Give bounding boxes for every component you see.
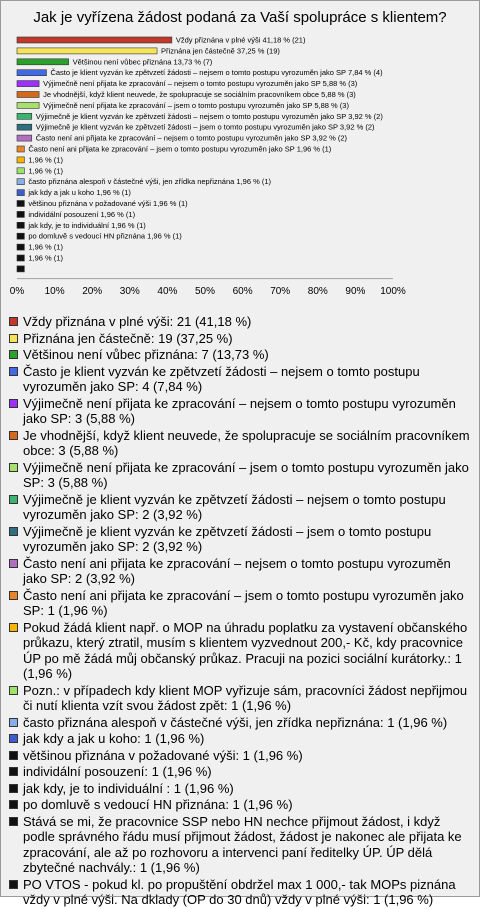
bar-label: individální posouzení 1,96 % (1): [28, 209, 136, 219]
legend-label: Většinou není vůbec přiznána: 7 (13,73 %): [23, 347, 269, 362]
legend-swatch: [9, 367, 18, 376]
bar-label: jak kdy, je to individuální 1,96 % (1): [28, 220, 146, 230]
legend-item: [7, 396, 473, 427]
bar-label: po domluvě s vedoucí HN přiznána 1,96 % (1): [28, 231, 182, 241]
legend-item: [7, 460, 473, 491]
bar: [17, 222, 24, 228]
legend-label: Stává se mi, že pracovnice SSP nebo HN nechce přijmout žádost, i když podle správného řádu musí přijmout žádost, žádost je nakonec ale přijata ke zpracování, ale až po rozhovoru a intervenci paní ředitelky ÚP. ÚP dělá zbytečné nachvály.: 1 (1,96 %): [23, 813, 462, 875]
legend-item: [7, 764, 473, 780]
bar: [17, 113, 32, 119]
legend-label: Často není ani přijata ke zpracování – nejsem o tomto postupu vyrozuměn jako SP: 2 (3,92 %): [23, 555, 451, 586]
bar-label: Výjimečně není přijata ke zpracování – jsem o tomto postupu vyrozuměn jako SP 5,88 % (3): [43, 100, 349, 110]
x-tick-label: 10%: [44, 285, 65, 297]
bar-label: 1,96 % (1): [28, 155, 63, 165]
legend-label: Pozn.: v případech kdy klient MOP vyřizuje sám, pracovníci žádost nepřijmou či nutí klienta vzít svou žádost zpět: 1 (1,96 %): [23, 682, 468, 713]
legend-swatch: [9, 591, 18, 600]
bar-label: Výjimečně je klient vyzván ke zpětvzetí žádosti – jsem o tomto postupu vyrozuměn jako SP 3,92 % (2): [35, 122, 375, 132]
legend-swatch: [9, 431, 18, 440]
bar: [17, 81, 39, 87]
bar: [17, 146, 24, 152]
bar-label: Je vhodnější, když klient neuvede, že spolupracuje se sociálním pracovníkem obce 5,88 % (3): [43, 90, 356, 99]
bar-label: často přiznána alespoň v částečné výši, jen zřídka nepřiznána 1,96 % (1): [28, 177, 272, 187]
legend-label: většinou přiznána v požadované výši: 1 (1,96 %): [23, 747, 303, 763]
bar: [17, 37, 172, 43]
x-tick-label: 0%: [9, 285, 25, 297]
legend-item: [7, 347, 473, 363]
legend-item: [7, 814, 473, 876]
legend-label: individální posouzení: 1 (1,96 %): [23, 764, 212, 779]
legend-item: [7, 364, 473, 395]
bar-label: Často je klient vyzván ke zpětvzetí žádosti – nejsem o tomto postupu vyrozuměn jako SP 7,84 % (4): [50, 68, 383, 78]
legend-label: po domluvě s vedoucí HN přiznána: 1 (1,96 %): [23, 797, 293, 812]
legend-label: PO VTOS - pokud kl. po propuštění obdržel max 1 000,- tak MOPs piznána vždy v plné výši. Na dklady (OP do 30 dnů) vždy v plné výši: 1 (1,96 %): [23, 876, 456, 907]
chart-title: Jak je vyřízena žádost podaná za Vaší spoluprácе s klientem?: [33, 9, 447, 26]
bar: [17, 70, 46, 76]
legend-label: Často není ani přijata ke zpracování – jsem o tomto postupu vyrozuměn jako SP: 1 (1,96 %): [23, 587, 464, 618]
bar: [17, 102, 39, 108]
legend-swatch: [9, 817, 18, 826]
legend-item: [7, 797, 473, 813]
legend-label: Často je klient vyzván ke zpětvzetí žádosti – nejsem o tomto postupu vyrozuměn jako SP: 4 (7,84 %): [23, 363, 420, 394]
x-tick-label: 100%: [380, 285, 406, 297]
x-tick-label: 90%: [345, 285, 366, 297]
legend-swatch: [9, 767, 18, 776]
x-tick-label: 20%: [82, 285, 103, 297]
legend-item: [7, 748, 473, 764]
legend-swatch: [9, 784, 18, 793]
legend-item: [7, 877, 473, 908]
bar-label: Většinou není vůbec přiznána 13,73 % (7): [72, 57, 213, 67]
bar: [17, 211, 24, 217]
legend-item: [7, 428, 473, 459]
legend-item: [7, 492, 473, 523]
bar: [17, 168, 24, 174]
legend-label: Výjimečně není přijata ke zpracování – jsem o tomto postupu vyrozuměn jako SP: 3 (5,88 %): [23, 459, 469, 490]
bar: [17, 255, 24, 261]
bar-label: 1,96 % (1): [28, 166, 63, 176]
bar: [17, 135, 32, 141]
bar: [17, 48, 157, 54]
bar-label: Výjimečně je klient vyzván ke zpětvzetí žádosti – nejsem o tomto postupu vyrozuměn jako SP 3,92 % (2): [35, 111, 383, 121]
bar-label: Vždy přiznána v plné výši 41,18 % (21): [175, 35, 306, 45]
bar: [17, 244, 24, 250]
legend-label: Přiznána jen částečně: 19 (37,25 %): [23, 330, 233, 346]
legend-item: [7, 588, 473, 619]
legend-item: [7, 781, 473, 797]
bar: [17, 124, 32, 130]
bar: [17, 179, 24, 185]
x-tick-label: 40%: [157, 285, 178, 297]
bar-label: jak kdy a jak u koho 1,96 % (1): [28, 188, 131, 198]
bar: [17, 190, 24, 196]
bar: [17, 59, 69, 65]
bar: [17, 266, 24, 272]
legend-swatch: [9, 527, 18, 536]
legend-swatch: [9, 463, 18, 472]
legend-label: Výjimečně není přijata ke zpracování – nejsem o tomto postupu vyrozuměn jako SP: 3 (5,88 %): [23, 395, 456, 426]
x-tick-label: 50%: [194, 285, 216, 297]
bar: [17, 201, 24, 207]
legend-label: jak kdy, je to individuální : 1 (1,96 %): [23, 780, 234, 796]
legend-swatch: [9, 880, 18, 889]
legend-label: často přiznána alespoň v částečné výši, jen zřídka nepřiznána: 1 (1,96 %): [23, 714, 448, 730]
chart-legend: [7, 314, 473, 909]
legend-item: [7, 731, 473, 747]
legend-item: [7, 314, 473, 330]
legend-swatch: [9, 686, 18, 695]
bar-chart: [1, 1, 479, 311]
legend-swatch: [9, 751, 18, 760]
bar: [17, 233, 24, 239]
bar-label: 1,96 % (1): [28, 253, 63, 263]
bar-label: Přiznána jen částečně 37,25 % (19): [161, 46, 280, 56]
x-tick-label: 60%: [232, 285, 253, 297]
legend-label: Pokud žádá klient např. o MOP na úhradu poplatku za vystavení občanského průkazu, který ztratil, musím s klientem vyzvednout 200,- Kč, kdy pracovnice ÚP po mě žádá můj občanský průkaz. Pracuji na pozici sociální kurátorky.: 1 (1,96 %): [23, 619, 468, 681]
legend-label: Vždy přiznána v plné výši: 21 (41,18 %): [23, 314, 252, 329]
legend-label: Je vhodnější, když klient neuvede, že spolupracuje se sociálním pracovníkem obce: 3 (5,88 %): [23, 427, 470, 458]
bar-label: Často není ani přijata ke zpracování – nejsem o tomto postupu vyrozuměn jako SP 3,92 % (2): [35, 133, 348, 143]
legend-swatch: [9, 559, 18, 568]
legend-swatch: [9, 495, 18, 504]
legend-swatch: [9, 317, 18, 326]
legend-label: Výjimečně je klient vyzván ke zpětvzetí žádosti – nejsem o tomto postupu vyrozuměn jako SP: 2 (3,92 %): [23, 491, 446, 522]
bar: [17, 92, 39, 98]
x-tick-label: 30%: [119, 285, 140, 297]
legend-swatch: [9, 734, 18, 743]
legend-label: Výjimečně je klient vyzván ke zpětvzetí žádosti – jsem o tomto postupu vyrozuměn jako SP: 2 (3,92 %): [23, 523, 432, 554]
legend-swatch: [9, 350, 18, 359]
legend-item: [7, 715, 473, 731]
legend-swatch: [9, 334, 18, 343]
bar-label: 1,96 % (1): [28, 242, 63, 252]
legend-swatch: [9, 800, 18, 809]
bar-label: Často není ani přijata ke zpracování – jsem o tomto postupu vyrozuměn jako SP 1,96 % (1): [28, 144, 332, 154]
bar-label: Výjimečně není přijata ke zpracování – nejsem o tomto postupu vyrozuměn jako SP 5,88 % (3): [43, 79, 358, 89]
legend-label: jak kdy a jak u koho: 1 (1,96 %): [23, 731, 205, 746]
legend-item: [7, 620, 473, 682]
bar-label: většinou přiznána v požadované výši 1,96 % (1): [28, 199, 188, 208]
bar: [17, 157, 24, 163]
legend-item: [7, 683, 473, 714]
legend-swatch: [9, 399, 18, 408]
x-tick-label: 70%: [270, 285, 291, 297]
legend-item: [7, 331, 473, 347]
legend-item: [7, 524, 473, 555]
x-tick-label: 80%: [307, 285, 328, 297]
legend-item: [7, 556, 473, 587]
legend-swatch: [9, 718, 18, 727]
legend-swatch: [9, 623, 18, 632]
